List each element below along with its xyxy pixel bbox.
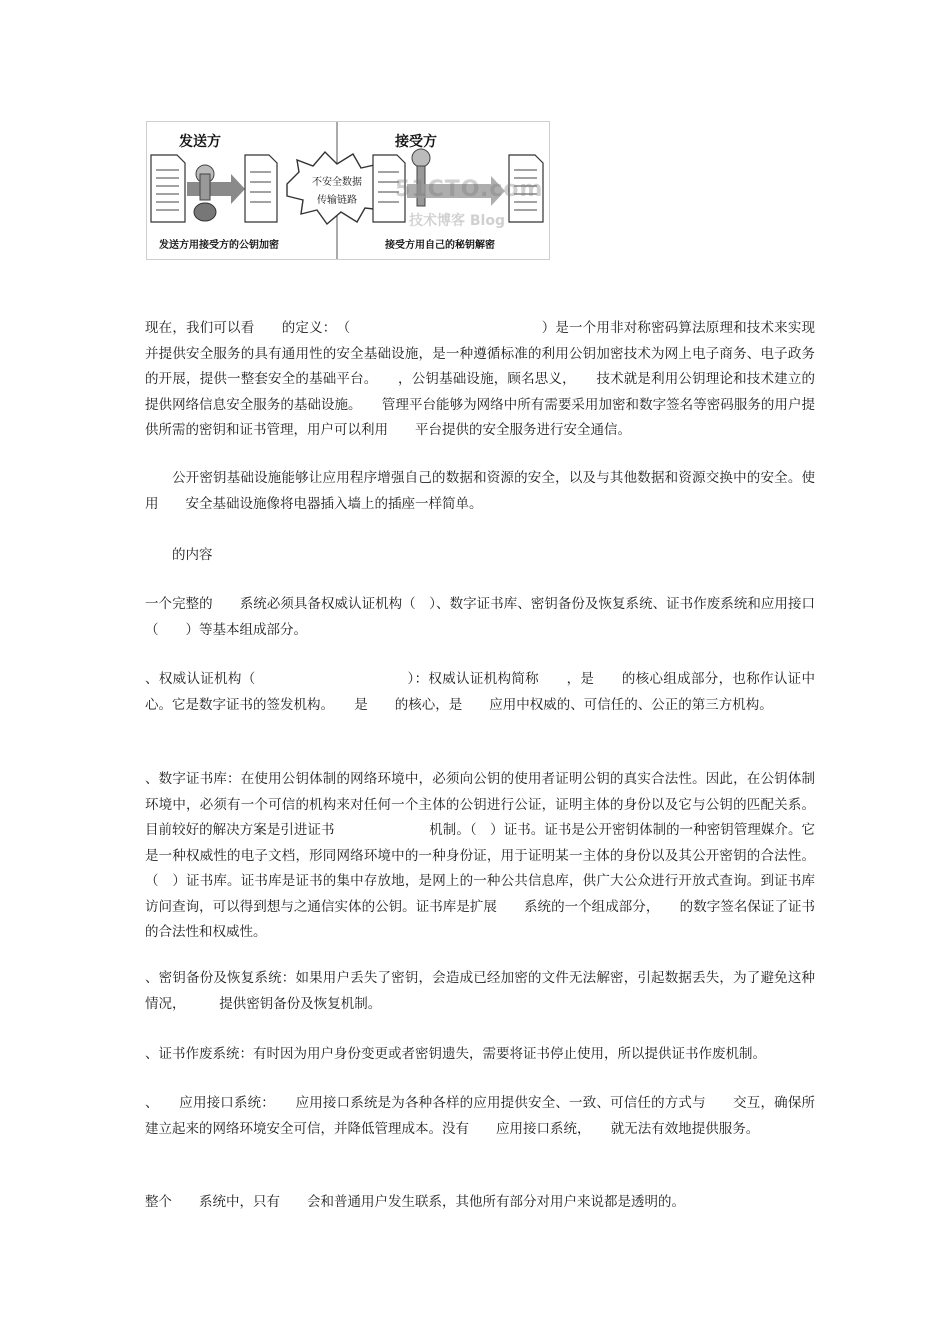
sender-caption: 发送方用接受方的公钥加密: [159, 240, 279, 251]
channel-label-line2: 传输链路: [317, 195, 357, 206]
receiver-title: 接受方: [395, 134, 437, 150]
receiver-caption: 接受方用自己的秘钥解密: [385, 240, 495, 251]
sender-title: 发送方: [179, 134, 221, 150]
paragraph-revocation: 、证书作废系统：有时因为用户身份变更或者密钥遗失，需要将证书停止使用，所以提供证书作废机制。: [145, 1046, 766, 1062]
watermark: 51CTO.com: [395, 177, 544, 202]
paragraph-key-backup: 、密钥备份及恢复系统：如果用户丢失了密钥，会造成已经加密的文件无法解密，引起数据丢失，为了避免这种情况， 提供密钥备份及恢复机制。: [145, 970, 815, 1012]
paragraph-summary: 整个 系统中，只有 会和普通用户发生联系，其他所有部分对用户来说都是透明的。: [145, 1194, 685, 1210]
sender-plain-document-icon: [151, 155, 185, 222]
paragraph-definition: 现在，我们可以看 的定义： （ ）是一个用非对称密码算法原理和技术来实现并提供安全服务的具有通用性的安全基础设施，是一种遵循标准的利用公钥加密技术为网上电子商务、电子政务的开展，提供一整套安全的基础平台。 ，公钥基础设施，顾名思义， 技术就是利用公钥理论和技术建立的提供网络信息安全服务的基础设施。 管理平台能够为网络中所有需要采用加密和数字签名等密码服务的用户提供所需的密钥和证书管理，用户可以利用 平台提供的安全服务进行安全通信。: [145, 320, 815, 438]
paragraph-components: 一个完整的 系统必须具备权威认证机构（ ）、数字证书库、密钥备份及恢复系统、证书作废系统和应用接口（ ）等基本组成部分。: [145, 596, 815, 638]
paragraph-cert-repository: 、数字证书库：在使用公钥体制的网络环境中，必须向公钥的使用者证明公钥的真实合法性。因此，在公钥体制环境中，必须有一个可信的机构来对任何一个主体的公钥进行公证，证明主体的身份以及它与公钥的匹配关系。目前较好的解决方案是引进证书 机制。（ ）证书。证书是公开密钥体制的一种密钥管理媒介。它是一种权威性的电子文档，形同网络环境中的一种身份证，用于证明某一主体的身份以及其公开密钥的合法性。（ ）证书库。证书库是证书的集中存放地，是网上的一种公共信息库，供广大公众进行开放式查询。到证书库访问查询，可以得到想与之通信实体的公钥。证书库是扩展 系统的一个组成部分， 的数字签名保证了证书的合法性和权威性。: [145, 771, 815, 940]
section-heading-content: 的内容: [172, 547, 213, 563]
sender-encrypted-document-icon: [245, 155, 277, 222]
encryption-diagram: [146, 121, 550, 260]
watermark-sub: 技术博客 Blog: [409, 213, 505, 229]
channel-label: [308, 174, 366, 210]
paragraph-api: 、 应用接口系统： 应用接口系统是为各种各样的应用提供安全、一致、可信任的方式与 交互，确保所建立起来的网络环境安全可信，并降低管理成本。没有 应用接口系统， 就无法有效地提供服务。: [145, 1095, 815, 1137]
paragraph-analogy: 公开密钥基础设施能够让应用程序增强自己的数据和资源的安全，以及与其他数据和资源交换中的安全。使用 安全基础设施像将电器插入墙上的插座一样简单。: [145, 470, 815, 512]
paragraph-ca: 、权威认证机构（ ）：权威认证机构简称 ，是 的核心组成部分，也称作认证中心。它是数字证书的签发机构。 是 的核心，是 应用中权威的、可信任的、公正的第三方机构。: [145, 671, 815, 713]
sender-key-lock-icon: [187, 165, 245, 221]
channel-label-line1: 不安全数据: [312, 177, 362, 188]
